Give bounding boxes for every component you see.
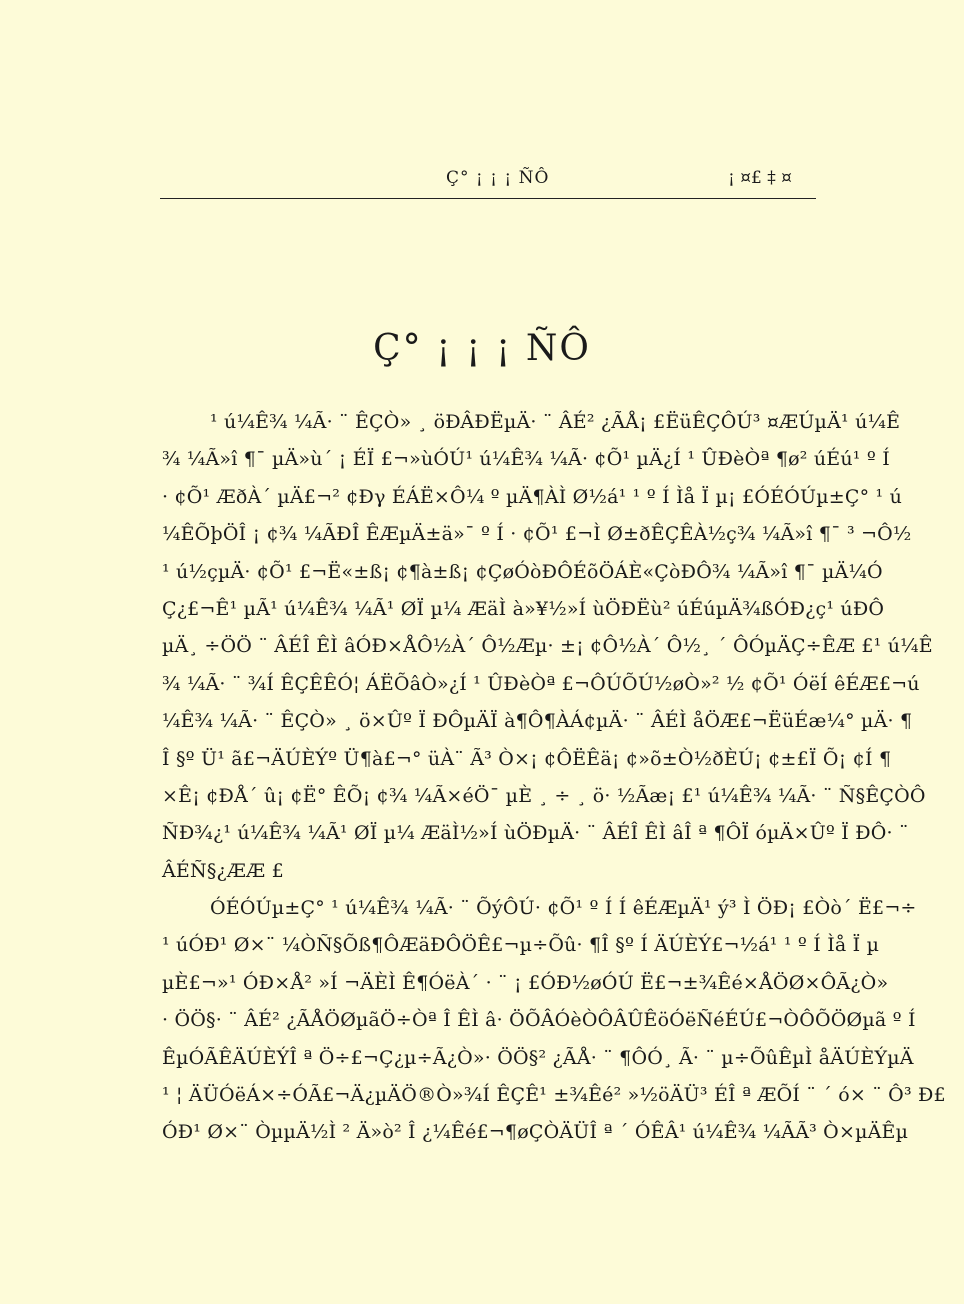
- paragraph-1-line: ¾ ¼Ã· ¨ ¾Í ÊÇÊÊÓ¦ ÁËÕâÒ»¿Í ¹ ÛÐèÒª £¬ÔÚÕÚ½øÒ»² ½ ¢Õ¹ ÓëÍ êÉÆ£¬ú: [162, 672, 920, 695]
- paragraph-2-line: ÓÉÓÚµ±Ç° ¹ ú¼Ê¾ ¼Ã· ¨ ÕýÔÚ· ¢Õ¹ º Í Í êÉÆµÄ¹ ý³ Ì ÖÐ¡ £Òò´ Ë£¬÷: [210, 897, 917, 920]
- paragraph-1-line: ¼Ê¾ ¼Ã· ¨ ÊÇÒ» ¸ ö×Ûº Ï ÐÔµÄÏ à¶Ô¶ÀÁ¢µÄ· ¨ ÂÉÌ åÖÆ£¬ËüÉæ¼° µÄ· ¶: [162, 710, 913, 733]
- page-header: [160, 160, 816, 199]
- running-title: Ç° ¡ ¡ ¡ ÑÔ: [446, 168, 550, 188]
- paragraph-1-line: Ç¿£¬Ê¹ µÃ¹ ú¼Ê¾ ¼Ã¹ ØÏ µ¼ ÆäÌ à»¥½»Í ùÖÐËù² úÉúµÄ¾ßÓÐ¿ç¹ úÐÔ: [162, 597, 885, 620]
- page-number: ¡ ¤£ ‡ ¤: [728, 168, 792, 188]
- paragraph-1-line: ¹ ú¼Ê¾ ¼Ã· ¨ ÊÇÒ» ¸ öÐÂÐËµÄ· ¨ ÂÉ² ¿ÃÅ¡ £ËüÊÇÔÚ³ ¤ÆÚµÄ¹ ú¼Ê: [210, 411, 901, 433]
- paragraph-2-line: µÈ£¬»¹ ÓÐ×Å² »Í ¬ÄÈÌ Ê¶ÓëÀ´ · ¨ ¡ £ÓÐ½øÓÚ Ë£¬±¾Êé×ÅÖØ×ÔÃ¿Ò»: [162, 971, 889, 994]
- paragraph-2-line: ÊµÓÃÊÄÚÈÝÎ ª Ö÷£¬Ç¿µ÷Ã¿Ò»· ÖÖ§² ¿ÃÅ· ¨ ¶ÔÓ¸ Ã· ¨ µ÷ÕûÊµÌ åÄÚÈÝµÄ: [162, 1046, 914, 1069]
- paragraph-1-line: · ¢Õ¹ ÆðÀ´ µÄ£¬² ¢Ðγ ÉÁË×Ô¼ º µÄ¶ÀÌ Ø½á¹ ¹ º Í Ìå Ï µ¡ £ÓÉÓÚµ±Ç° ¹ ú: [162, 485, 903, 508]
- paragraph-1-line: ¹ ú½çµÄ· ¢Õ¹ £¬Ë«±ß¡ ¢¶à±ß¡ ¢ÇøÓòÐÔÉõÖÁÈ«ÇòÐÔ¾ ¼Ã»î ¶¯ µÄ¼Ó: [162, 560, 883, 583]
- paragraph-1-line: ×Ê¡ ¢ÐÅ´ û¡ ¢Ë° ÊÕ¡ ¢¾ ¼Ã×éÖ¯ µÈ ¸ ÷ ¸ ö· ½Ãæ¡ £¹ ú¼Ê¾ ¼Ã· ¨ Ñ§ÊÇÒÔ: [162, 784, 926, 807]
- paragraph-2-line: ÓÐ¹ Ø×¨ ÒµµÄ½Ì ² Ä»ò² Î ¿¼Êé£¬¶øÇÒÄÜÎ ª ´ ÓÊÂ¹ ú¼Ê¾ ¼ÃÃ³ Ò×µÄÊµ: [162, 1121, 909, 1144]
- paragraph-1-line: µÄ¸ ÷ÖÖ ¨ ÂÉÎ ÊÌ âÓÐ×ÅÔ½À´ Ô½Æµ· ±¡ ¢Ô½À´ Ô½¸ ´ ÔÓµÄÇ÷ÊÆ £¹ ú¼Ê: [162, 635, 933, 658]
- paragraph-1-line: ÑÐ¾¿¹ ú¼Ê¾ ¼Ã¹ ØÏ µ¼ ÆäÌ½»Í ùÖÐµÄ· ¨ ÂÉÎ ÊÌ âÎ ª ¶ÔÏ óµÄ×Ûº Ï ÐÔ· ¨: [162, 822, 909, 845]
- paragraph-1-line: ¾ ¼Ã»î ¶¯ µÄ»ù´ ¡ ÉÏ £¬»ùÓÚ¹ ú¼Ê¾ ¼Ã· ¢Õ¹ µÄ¿Í ¹ ÛÐèÒª ¶ø² úÉú¹ º Í: [162, 448, 890, 471]
- paragraph-2-line: ¹ úÓÐ¹ Ø×¨ ¼ÒÑ§Õß¶ÔÆäÐÔÖÊ£¬µ÷Õû· ¶Î §º Í ÄÚÈÝ£¬½á¹ ¹ º Í Ìå Ï µ: [162, 934, 880, 957]
- paragraph-1-line: Î §º Ü¹ ã£¬ÄÚÈÝº Ü¶à£¬° üÀ¨ Ã³ Ò×¡ ¢ÔËÊä¡ ¢»õ±Ò½ðÈÚ¡ ¢±£Ï Õ¡ ¢Í ¶: [162, 747, 892, 770]
- paragraph-2-line: · ÖÖ§· ¨ ÂÉ² ¿ÃÅÖØµãÖ÷Òª Î ÊÌ â· ÖÕÂÓèÒÔÂÛÊöÓëÑéÉÚ£¬ÒÔÕÖØµã º Í: [162, 1009, 916, 1032]
- paragraph-1-line: ÂÉÑ§¿ÆÆ £: [162, 859, 284, 882]
- chapter-title: Ç° ¡ ¡ ¡ ÑÔ: [373, 328, 591, 369]
- paragraph-2-line: ¹ ¦ ÄÜÓëÁ×÷ÓÃ£¬Ä¿µÄÖ®Ò»¾Í ÊÇÊ¹ ±¾Êé² »½öÄÜ³ ÉÎ ª ÆÕÍ ¨ ´ ó× ¨ Ô³ Ð£: [162, 1084, 946, 1107]
- paragraph-1-line: ¼ÊÕþÖÎ ¡ ¢¾ ¼ÃÐÎ ÊÆµÄ±ä»¯ º Í · ¢Õ¹ £¬Ì Ø±ðÊÇÊÀ½ç¾ ¼Ã»î ¶¯ ³ ¬Ô½: [162, 523, 912, 546]
- body-text: [162, 404, 946, 1152]
